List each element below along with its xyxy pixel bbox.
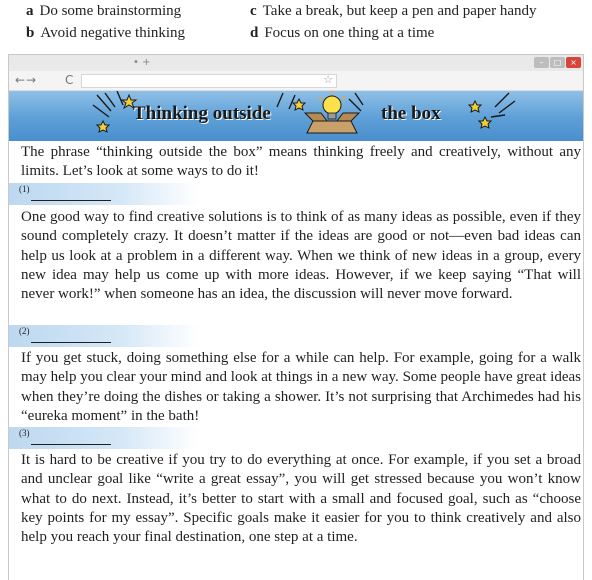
paragraph-3: It is hard to be creative if you try to do everything at once. For example, if you set a broad and unclear goal like “write a great essay”, you will get stressed because you won’t know what to do next. Instead, it’s better to start with a small and focused goal, such as “choose key points for my essay”. Specific goals make it easier for you to think creatively and also help you reach your final destination, one step at a time.: [21, 452, 581, 546]
paragraph-1: One good way to find creative solutions is to think of as many ideas as possible, even if they sound completely crazy. It doesn’t matter if the ideas are good or not—even bad ideas can help us look at a problem in a different way. When we think of new ideas in a group, every new idea may help us come up with more ideas. However, if we keep saying “That will never work!” when someone has an idea, the discussion will never move forward.: [21, 209, 581, 303]
option-c: [250, 1, 537, 21]
minimize-icon[interactable]: –: [534, 57, 549, 68]
blank-line: [31, 444, 111, 445]
lightbulb-box-icon: [305, 91, 359, 133]
blank-3: [9, 427, 199, 449]
option-letter: a: [26, 3, 34, 19]
burst-line-icon: [349, 99, 361, 111]
bookmark-star-icon[interactable]: ☆: [323, 73, 333, 86]
burst-line-icon: [117, 91, 123, 105]
option-letter: b: [26, 25, 35, 41]
intro-paragraph: The phrase “thinking outside the box” means thinking freely and creatively, without any limits. Let’s look at some ways to do it!: [21, 144, 581, 180]
burst-line-icon: [277, 93, 283, 107]
paragraph-2: If you get stuck, doing something else for a while can help. For example, going for a walk may help you clear your mind and look at things in a new way. Some people have great ideas when they’re doing the dishes or taking a shower. It’s not surprising that Archimedes had his “eureka moment” in the bath!: [21, 350, 581, 424]
burst-line-icon: [499, 101, 515, 113]
burst-line-icon: [355, 93, 363, 105]
browser-window: [8, 54, 584, 580]
option-text: Avoid negative thinking: [40, 25, 186, 41]
burst-line-icon: [491, 115, 505, 117]
reload-icon[interactable]: C: [65, 73, 74, 87]
blank-line: [31, 200, 111, 201]
back-forward-icon[interactable]: ←→: [15, 73, 38, 87]
burst-line-icon: [495, 93, 509, 107]
close-icon[interactable]: ×: [566, 57, 581, 68]
article-body: [9, 141, 583, 580]
option-text: Take a break, but keep a pen and paper handy: [262, 3, 537, 19]
option-a: [26, 1, 181, 21]
option-letter: c: [250, 3, 257, 19]
option-d: [250, 23, 434, 43]
banner-title-part1: Thinking outside: [133, 103, 271, 124]
option-text: Do some brainstorming: [39, 3, 182, 19]
title-banner: [9, 91, 583, 141]
tab-bar: [9, 55, 583, 71]
star-icon: [469, 101, 481, 112]
blank-number: (3): [19, 428, 30, 438]
banner-decoration: [9, 91, 585, 141]
star-icon: [479, 117, 491, 128]
blank-number: (1): [19, 184, 30, 194]
maximize-icon[interactable]: □: [550, 57, 565, 68]
answer-options: [14, 0, 584, 50]
address-bar: [9, 71, 583, 91]
blank-number: (2): [19, 326, 30, 336]
blank-1: [9, 183, 199, 205]
blank-2: [9, 325, 199, 347]
option-text: Focus on one thing at a time: [264, 25, 435, 41]
url-input[interactable]: [81, 74, 337, 88]
burst-line-icon: [289, 95, 295, 109]
new-tab-icon[interactable]: • +: [133, 57, 151, 68]
star-icon: [97, 121, 109, 132]
star-icon: [293, 99, 305, 110]
blank-line: [31, 342, 111, 343]
banner-title-part2: the box: [381, 103, 441, 124]
option-b: [26, 23, 185, 43]
window-controls: [534, 57, 581, 68]
option-letter: d: [250, 25, 259, 41]
